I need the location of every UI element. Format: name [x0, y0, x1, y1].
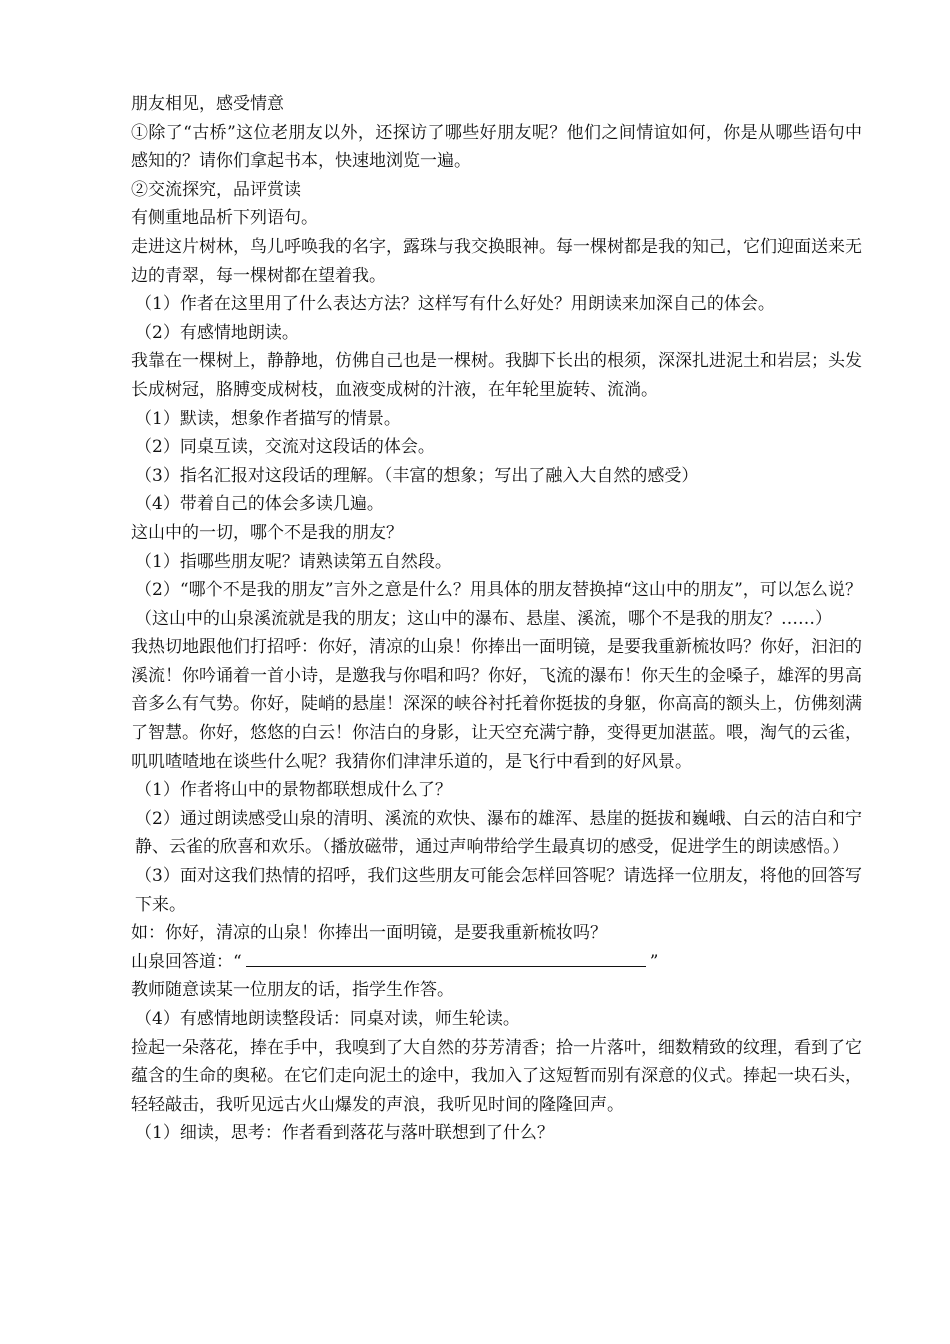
quote-friends: 这山中的一切，哪个不是我的朋友？ — [131, 522, 403, 543]
quote-become-tree-item: （4）带着自己的体会多读几遍。 — [135, 494, 384, 515]
question-2: ②交流探究，品评赏读 — [131, 179, 301, 200]
quote-friends-item: （1）指哪些朋友呢？请熟读第五自然段。 — [135, 551, 452, 572]
quote-become-tree-item: （2）同桌互读，交流对这段话的体会。 — [135, 437, 435, 458]
quote-trees-item: （2）有感情地朗读。 — [135, 322, 299, 343]
teacher-note: 教师随意读某一位朋友的话，指学生作答。 — [131, 980, 454, 1001]
quote-greetings-item: （1）作者将山中的景物都联想成什么了？ — [135, 780, 452, 801]
quote-trees-item: （1）作者在这里用了什么表达方法？这样写有什么好处？用朗读来加深自己的体会。 — [135, 294, 775, 315]
document-body — [97, 90, 862, 1148]
quote-become-tree: 我靠在一棵树上，静静地，仿佛自己也是一棵树。我脚下长出的根须，深深扎进泥土和岩层；头发长成树冠，胳膊变成树枝，血液变成树的汁液，在年轮里旋转、流淌。 — [131, 351, 862, 400]
question-1: ①除了“古桥”这位老朋友以外，还探访了哪些好朋友呢？他们之间情谊如何，你是从哪些语句中感知的？请你们拿起书本，快速地浏览一遍。 — [131, 122, 862, 172]
quote-greetings-item: （3）面对这我们热情的招呼，我们这些朋友可能会怎样回答呢？请选择一位朋友，将他的回答写下来。 — [135, 866, 862, 915]
quote-become-tree-item: （3）指名汇报对这段话的理解。（丰富的想象；写出了融入大自然的感受） — [135, 465, 699, 486]
quote-flowers: 捡起一朵落花，捧在手中，我嗅到了大自然的芬芳清香；拾一片落叶，细数精致的纹理，看到了它蕴含的生命的奥秘。在它们走向泥土的途中，我加入了这短暂而别有深意的仪式。捧起一块石头，轻轻敲击，我听见远古火山爆发的声浪，我听见时间的隆隆回声。 — [131, 1037, 862, 1115]
quote-friends-item: （2）“哪个不是我的朋友”言外之意是什么？用具体的朋友替换掉“这山中的朋友”，可以怎么说？（这山中的山泉溪流就是我的朋友；这山中的瀑布、悬崖、溪流，哪个不是我的朋友？……） — [135, 580, 862, 629]
section-heading: 朋友相见，感受情意 — [131, 94, 284, 114]
answer-line — [97, 948, 862, 977]
answer-blank — [246, 948, 646, 967]
example-line: 如：你好，清凉的山泉！你捧出一面明镜，是要我重新梳妆吗？ — [131, 923, 607, 944]
quote-become-tree-item: （1）默读，想象作者描写的情景。 — [135, 408, 401, 429]
answer-suffix: ” — [649, 951, 659, 972]
answer-prefix: 山泉回答道：“ — [131, 951, 242, 972]
quote-flowers-item: （1）细读，思考：作者看到落花与落叶联想到了什么？ — [135, 1123, 554, 1144]
quote-greetings-item: （4）有感情地朗读整段话：同桌对读，师生轮读。 — [135, 1009, 520, 1029]
quote-greetings: 我热切地跟他们打招呼：你好，清凉的山泉！你捧出一面明镜，是要我重新梳妆吗？你好，汩汩的溪流！你吟诵着一首小诗，是邀我与你唱和吗？你好，飞流的瀑布！你天生的金嗓子，雄浑的男高音多么有气势。你好，陡峭的悬崖！深深的峡谷衬托着你挺拔的身躯，你高高的额头上，仿佛刻满了智慧。你好，悠悠的白云！你洁白的身影，让天空充满宁静，变得更加湛蓝。喂，淘气的云雀，叽叽喳喳地在谈些什么呢？我猜你们津津乐道的，是飞行中看到的好风景。 — [131, 637, 862, 772]
quote-greetings-item: （2）通过朗读感受山泉的清明、溪流的欢快、瀑布的雄浑、悬崖的挺拔和巍峨、白云的洁白和宁静、云雀的欣喜和欢乐。（播放磁带，通过声响带给学生最真切的感受，促进学生的朗读感悟。） — [135, 808, 862, 858]
quote-trees: 走进这片树林，鸟儿呼唤我的名字，露珠与我交换眼神。每一棵树都是我的知己，它们迎面送来无边的青翠，每一棵树都在望着我。 — [131, 236, 862, 286]
focus-instruction: 有侧重地品析下列语句。 — [131, 208, 318, 229]
